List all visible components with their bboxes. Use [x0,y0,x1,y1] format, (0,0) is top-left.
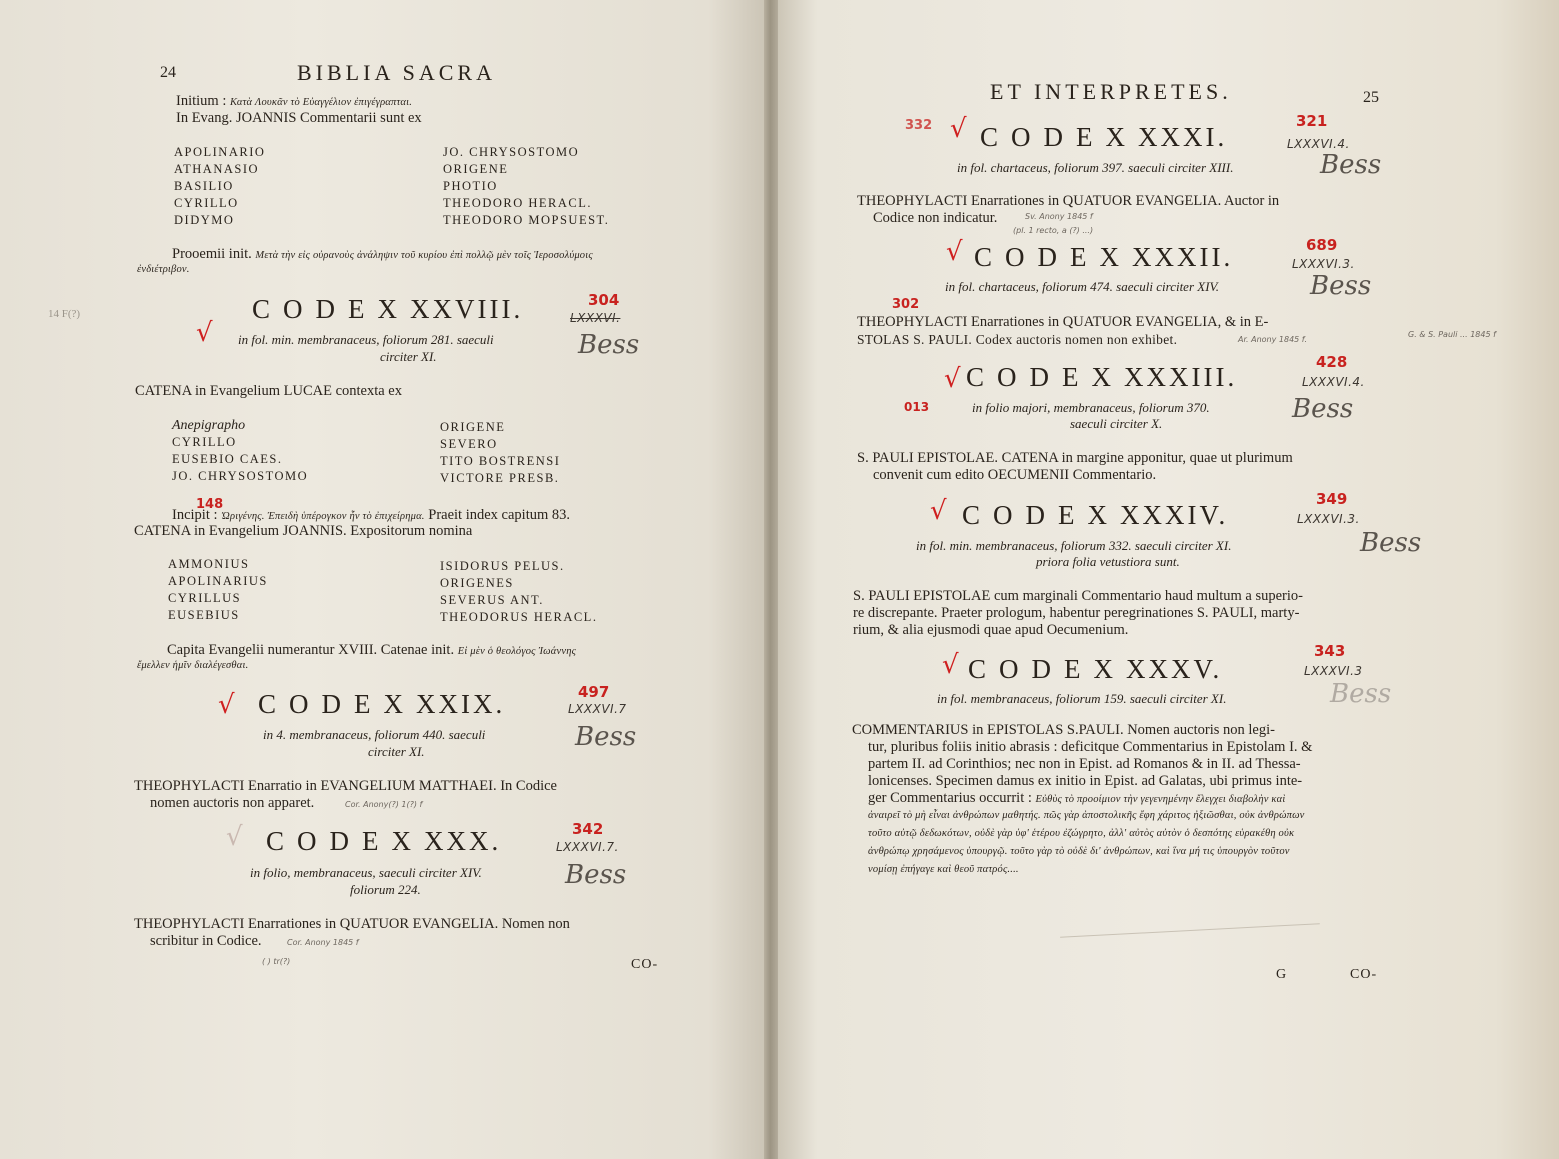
codex-35-desc-1: in fol. membranaceus, foliorum 159. saeculi circiter XI. [937,691,1227,706]
shelfmark-33: LXXXVI.4. [1302,375,1365,389]
left-catchword: CO- [631,957,659,972]
codex-title: CODEX [258,689,416,719]
author-item: ORIGENE [443,162,509,176]
red-annotation-428: 428 [1316,353,1348,371]
codex-28-desc-1: in fol. min. membranaceus, foliorum 281. saeculi [238,332,494,347]
red-check-icon: √ [930,496,947,526]
codex-31-desc-1: in fol. chartaceus, foliorum 397. saeculi circiter XIII. [957,160,1234,175]
codex-34-heading [962,500,1228,531]
left-page [0,0,770,1159]
faded-check-icon: √ [226,822,243,852]
prooemii-line [172,246,593,264]
commentarius-greek-4: ἀνθρώπῳ χρησάμενος ὑπουργῷ. τοῦτο γὰρ τὸ οὐδὲ δι' ἀνθρώπων, καὶ ἵνα μή τις ὑπουργὸν τοῦτον [868,846,1290,857]
red-annotation-013: 013 [904,400,930,414]
author-item: BASILIO [174,179,234,193]
left-page-number: 24 [160,64,176,81]
author-item: AMMONIUS [168,557,250,571]
commentarius-greek-5: νομίσῃ ἐπήγαγε καὶ θεοῦ πατρός.... [868,864,1019,875]
pencil-note-3: Sv. Anony 1845 f [1025,212,1093,221]
pencil-note-1: Cor. Anony(?) 1(?) f [345,800,423,809]
joannis-intro: In Evang. JOANNIS Commentarii sunt ex [176,110,422,126]
author-item: APOLINARIO [174,145,266,159]
author-item: JO. CHRYSOSTOMO [443,145,580,159]
commentarius-line-1: COMMENTARIUS in EPISTOLAS S.PAULI. Nomen auctoris non legi- [852,722,1275,738]
author-item: THEODORUS HERACL. [440,610,598,624]
author-item: APOLINARIUS [168,574,268,588]
authors-list-2-left [172,417,308,485]
author-item: CYRILLUS [168,591,242,605]
author-item: ORIGENE [440,420,506,434]
capita-greek: Εἰ μὲν ὁ θεολόγος Ἰωάννης [457,646,577,657]
commentarius-greek-2: ἀναιρεῖ τὸ μὴ εἶναι ἀνθρώπων μαθητής. πῶς γὰρ ἀποστολικῆς ἔφη χάριτος ἠξιῶσθαι, οὐκ ἀνθρώπων [868,810,1305,821]
pauli-2-line-2: re discrepante. Praeter prologum, habentur peregrinationes S. PAULI, marty- [853,605,1300,621]
codex-number: XXXIII. [1124,362,1238,392]
codex-title: CODEX [980,122,1138,152]
initium-label: Initium : [176,93,227,109]
shelfmark-32: LXXXVI.3. [1292,257,1355,271]
pencil-note-bottom: ( ) tr(?) [262,957,291,966]
right-page-number: 25 [1363,89,1379,106]
codex-number: XXXI. [1138,122,1228,152]
theophylacti-2-line-1: THEOPHYLACTI Enarrationes in QUATUOR EVANGELIA. Nomen non [134,916,570,932]
bess-mark-32: Bess [1310,271,1372,301]
codex-29-desc-1: in 4. membranaceus, foliorum 440. saeculi [263,727,486,742]
authors-list-3-left [168,556,268,624]
codex-number: XXX. [424,826,502,856]
pauli-1-line-1: S. PAULI EPISTOLAE. CATENA in margine apponitur, quae ut plurimum [857,450,1293,466]
codex-35-heading [968,654,1222,685]
theophylacti-1-line-2: nomen auctoris non apparet. [150,795,315,811]
red-annotation-321: 321 [1296,112,1328,130]
codex-33-desc-1: in folio majori, membranaceus, foliorum 370. [972,400,1210,415]
author-item: VICTORE PRESB. [440,471,560,485]
red-check-icon: √ [946,237,963,267]
authors-list-3-right [440,558,597,626]
authors-list-1-right [443,144,609,229]
shelfmark-35: LXXXVI.3 [1304,664,1363,678]
red-check-icon: √ [950,114,967,144]
author-item: SEVERO [440,437,498,451]
prooemii-greek: Μετὰ τὴν εἰς οὐρανοὺς ἀνάληψιν τοῦ κυρίου ἐπὶ πολλῷ μὲν τοῖς Ἱεροσολύμοις [255,250,593,261]
right-running-head: ET INTERPRETES. [990,79,1232,104]
margin-bleed-tag: 14 F(?) [48,308,81,320]
codex-29-desc-2: circiter XI. [368,744,425,759]
red-check-icon: √ [944,364,961,394]
red-annotation-148: 148 [196,497,224,512]
author-item: THEODORO HERACL. [443,196,592,210]
author-item: ATHANASIO [174,162,260,176]
commentarius-greek-3: τοῦτο αὐτῷ δεδωκότων, οὐδὲ γὰρ ὑφ' ἑτέρου ἐζώγρητο, ἀλλ' αὐτὸς αὐτὸν ὁ δεσπότης εὑρακέθη οὐκ [868,828,1295,839]
codex-34-desc-1: in fol. min. membranaceus, foliorum 332. saeculi circiter XI. [916,538,1232,553]
codex-28-heading [252,294,523,325]
codex-number: XXVIII. [410,294,524,324]
commentarius-line-5 [868,790,1285,808]
pauli-2-line-3: rium, & alia ejusmodi quae apud Oecumenium. [853,622,1129,638]
author-item: Anepigrapho [172,418,246,433]
shelfmark-28: LXXXVI. [570,311,621,325]
commentarius-text: ger Commentarius occurrit : [868,790,1032,806]
shelfmark-30: LXXXVI.7. [556,840,619,854]
right-catchword: CO- [1350,967,1378,982]
book-gutter [764,0,778,1159]
red-annotation-689: 689 [1306,236,1338,254]
capita-text: Capita Evangelii numerantur XVIII. Catenae init. [167,642,455,658]
pauli-1-line-2: convenit cum edito OECUMENII Commentario. [873,467,1157,483]
bess-mark-33: Bess [1292,394,1354,424]
shelfmark-29: LXXXVI.7 [568,702,627,716]
catena-lucae [135,383,402,400]
shelfmark-31: LXXXVI.4. [1287,137,1350,151]
theophylacti-3-line-2: Codice non indicatur. [873,210,998,226]
author-item: DIDYMO [174,213,235,227]
author-item: ORIGENES [440,576,514,590]
commentarius-greek-1: Εὐθὺς τὸ προοίμιον τὴν γεγενημένην ἔλεγχει διαβολὴν καὶ [1035,794,1286,805]
theophylacti-4-line-1: THEOPHYLACTI Enarrationes in QUATUOR EVANGELIA, & in E- [857,314,1269,330]
capita-greek-cont: ἔμελλεν ἡμῖν διαλέγεσθαι. [137,660,249,671]
pencil-note-4-margin: G. & S. Pauli ... 1845 f [1408,330,1496,339]
theophylacti-2-line-2: scribitur in Codice. [150,933,262,949]
codex-33-heading [966,362,1237,393]
author-item: THEODORO MOPSUEST. [443,213,610,227]
codex-title: CODEX [968,654,1126,684]
bess-mark-31: Bess [1320,150,1382,180]
capita-line [167,642,576,660]
red-check-icon: √ [218,690,235,720]
prooemii-greek-cont: ἐνδιέτριβον. [137,264,190,275]
pencil-note-2: Cor. Anony 1845 f [287,938,359,947]
red-check-icon: √ [942,650,959,680]
authors-list-2-right [440,419,560,487]
author-item: JO. CHRYSOSTOMO [172,469,309,483]
right-signature-mark: G [1276,967,1288,982]
author-item: EUSEBIUS [168,608,240,622]
pauli-2-line-1: S. PAULI EPISTOLAE cum marginali Commentario haud multum a superio- [853,588,1303,604]
prooemii-label: Prooemii init. [172,246,252,262]
authors-list-1-left [174,144,265,229]
codex-title: CODEX [962,500,1120,530]
codex-number: XXXIV. [1120,500,1229,530]
red-annotation-332: 332 [905,118,933,133]
commentarius-line-3: partem II. ad Corinthios; nec non in Epist. ad Romanos & in II. ad Thessa- [868,756,1301,772]
codex-32-heading [974,242,1233,273]
red-annotation-342: 342 [572,820,604,838]
catena-lucae-text: CATENA in Evangelium LUCAE contexta ex [135,383,402,399]
author-item: ISIDORUS PELUS. [440,559,565,573]
codex-28-desc-2: circiter XI. [380,349,437,364]
author-item: EUSEBIO CAES. [172,452,283,466]
incipit-tail: Praeit index capitum 83. [428,507,571,523]
codex-33-desc-2: saeculi circiter X. [1070,416,1163,431]
author-item: CYRILLO [172,435,237,449]
bess-mark-34: Bess [1360,528,1422,558]
catena-joannis: CATENA in Evangelium JOANNIS. Expositorum nomina [134,523,473,539]
incipit-greek: Ὠριγένης. Ἐπειδὴ ὑπέρογκον ἦν τὸ ἐπιχείρημα. [221,511,425,522]
pencil-note-3b: (pl. 1 recto, a (?) ...) [1013,226,1094,235]
codex-title: CODEX [266,826,424,856]
bess-mark-35: Bess [1330,679,1392,709]
author-item: CYRILLO [174,196,239,210]
codex-30-desc-1: in folio, membranaceus, saeculi circiter XIV. [250,865,482,880]
initium-line [176,93,412,111]
theophylacti-1-line-1: THEOPHYLACTI Enarratio in EVANGELIUM MATTHAEI. In Codice [134,778,557,794]
bess-mark-29: Bess [575,722,637,752]
incipit-label: Incipit : [172,507,218,523]
codex-31-heading [980,122,1227,153]
codex-30-heading [266,826,501,857]
codex-number: XXIX. [416,689,506,719]
red-annotation-302: 302 [892,297,920,312]
red-annotation-349: 349 [1316,490,1348,508]
theophylacti-4-line-2: STOLAS S. PAULI. Codex auctoris nomen non exhibet. [857,332,1178,347]
bess-mark-30: Bess [565,860,627,890]
commentarius-line-4: lonicenses. Specimen damus ex initio in Epist. ad Galatas, ubi primus inte- [868,773,1303,789]
author-item: SEVERUS ANT. [440,593,544,607]
pencil-note-4: Ar. Anony 1845 f. [1238,335,1308,344]
left-running-head: BIBLIA SACRA [297,60,496,85]
codex-29-heading [258,689,505,720]
bess-mark-28: Bess [578,330,640,360]
commentarius-line-2: tur, pluribus foliis initio abrasis : deficitque Commentarius in Epistolam I. & [868,739,1313,755]
codex-30-desc-2: foliorum 224. [350,882,421,897]
initium-greek: Κατὰ Λουκᾶν τὸ Εὐαγγέλιον ἐπιγέγραπται. [229,97,413,108]
codex-34-desc-2: priora folia vetustiora sunt. [1036,554,1180,569]
red-check-icon: √ [196,318,213,348]
codex-number: XXXV. [1126,654,1223,684]
red-annotation-497: 497 [578,683,610,701]
codex-number: XXXII. [1132,242,1234,272]
author-item: PHOTIO [443,179,498,193]
theophylacti-3-line-1: THEOPHYLACTI Enarrationes in QUATUOR EVANGELIA. Auctor in [857,193,1280,209]
codex-32-desc-1: in fol. chartaceus, foliorum 474. saeculi circiter XIV. [945,279,1220,294]
red-annotation-343: 343 [1314,642,1346,660]
red-annotation-304: 304 [588,291,620,309]
codex-title: CODEX [974,242,1132,272]
shelfmark-34: LXXXVI.3. [1297,512,1360,526]
codex-title: CODEX [252,294,410,324]
author-item: TITO BOSTRENSI [440,454,561,468]
codex-title: CODEX [966,362,1124,392]
